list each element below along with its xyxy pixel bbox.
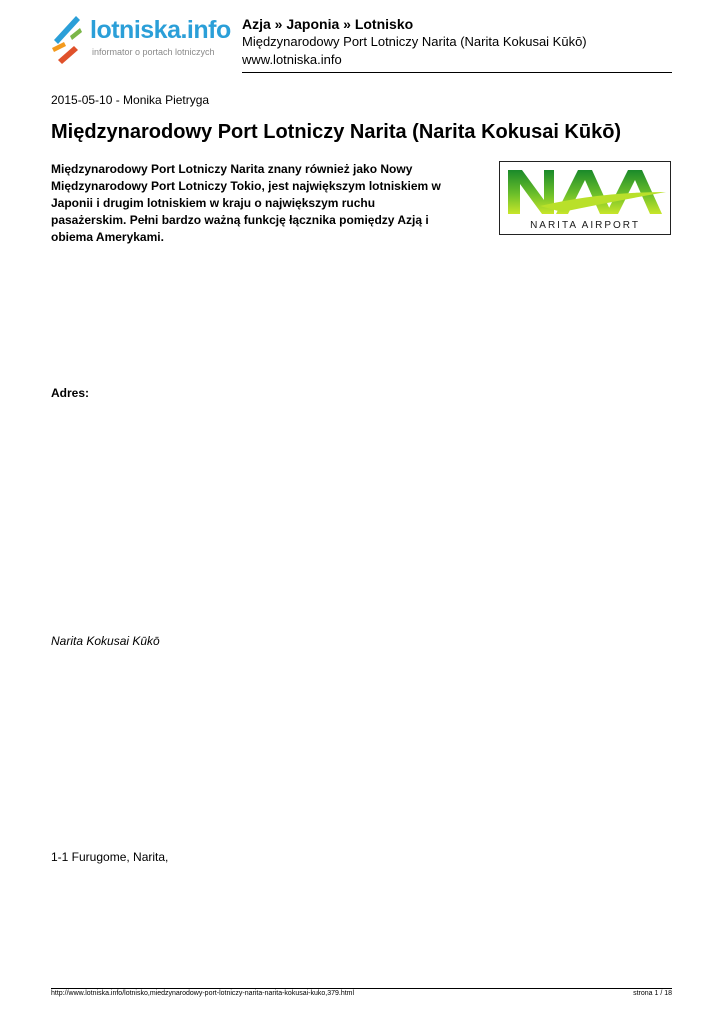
post-meta: 2015-05-10 - Monika Pietryga — [51, 93, 210, 107]
footer-divider — [51, 988, 672, 989]
header-airport-name: Międzynarodowy Port Lotniczy Narita (Narita Kokusai Kūkō) — [242, 34, 587, 49]
breadcrumb: Azja » Japonia » Lotnisko — [242, 16, 414, 32]
document-header — [242, 15, 672, 69]
naa-caption: NARITA AIRPORT — [530, 220, 640, 231]
narita-airport-logo — [499, 161, 671, 235]
plane-arrow-icon — [50, 14, 86, 64]
header-divider — [242, 72, 672, 73]
address-label: Adres: — [51, 386, 90, 400]
site-logo[interactable] — [50, 14, 230, 64]
street-address: 1-1 Furugome, Narita, — [51, 850, 169, 864]
page-title: Międzynarodowy Port Lotniczy Narita (Narita Kokusai Kūkō) — [51, 121, 622, 143]
logo-tagline: informator o portach lotniczych — [92, 47, 215, 57]
footer-url[interactable]: http://www.lotniska.info/lotnisko,miedzynarodowy-port-lotniczy-narita-narita-kokusai-kuko,379.html — [51, 990, 355, 997]
native-name: Narita Kokusai Kūkō — [51, 634, 160, 648]
naa-logo-graphic — [500, 162, 670, 234]
logo-wordmark: lotniska.info — [90, 16, 231, 44]
lead-paragraph: Międzynarodowy Port Lotniczy Narita znany również jako Nowy Międzynarodowy Port Lotniczy Tokio, jest największym lotniskiem w Japonii i drugim lotniskiem w kraju o największym ruchu pasażerskim. Pełni bardzo ważną funkcję łącznika pomiędzy Azją i obiema Amerykami. — [51, 162, 441, 244]
page-number: strona 1 / 18 — [633, 990, 672, 997]
header-site-url[interactable]: www.lotniska.info — [242, 52, 342, 67]
